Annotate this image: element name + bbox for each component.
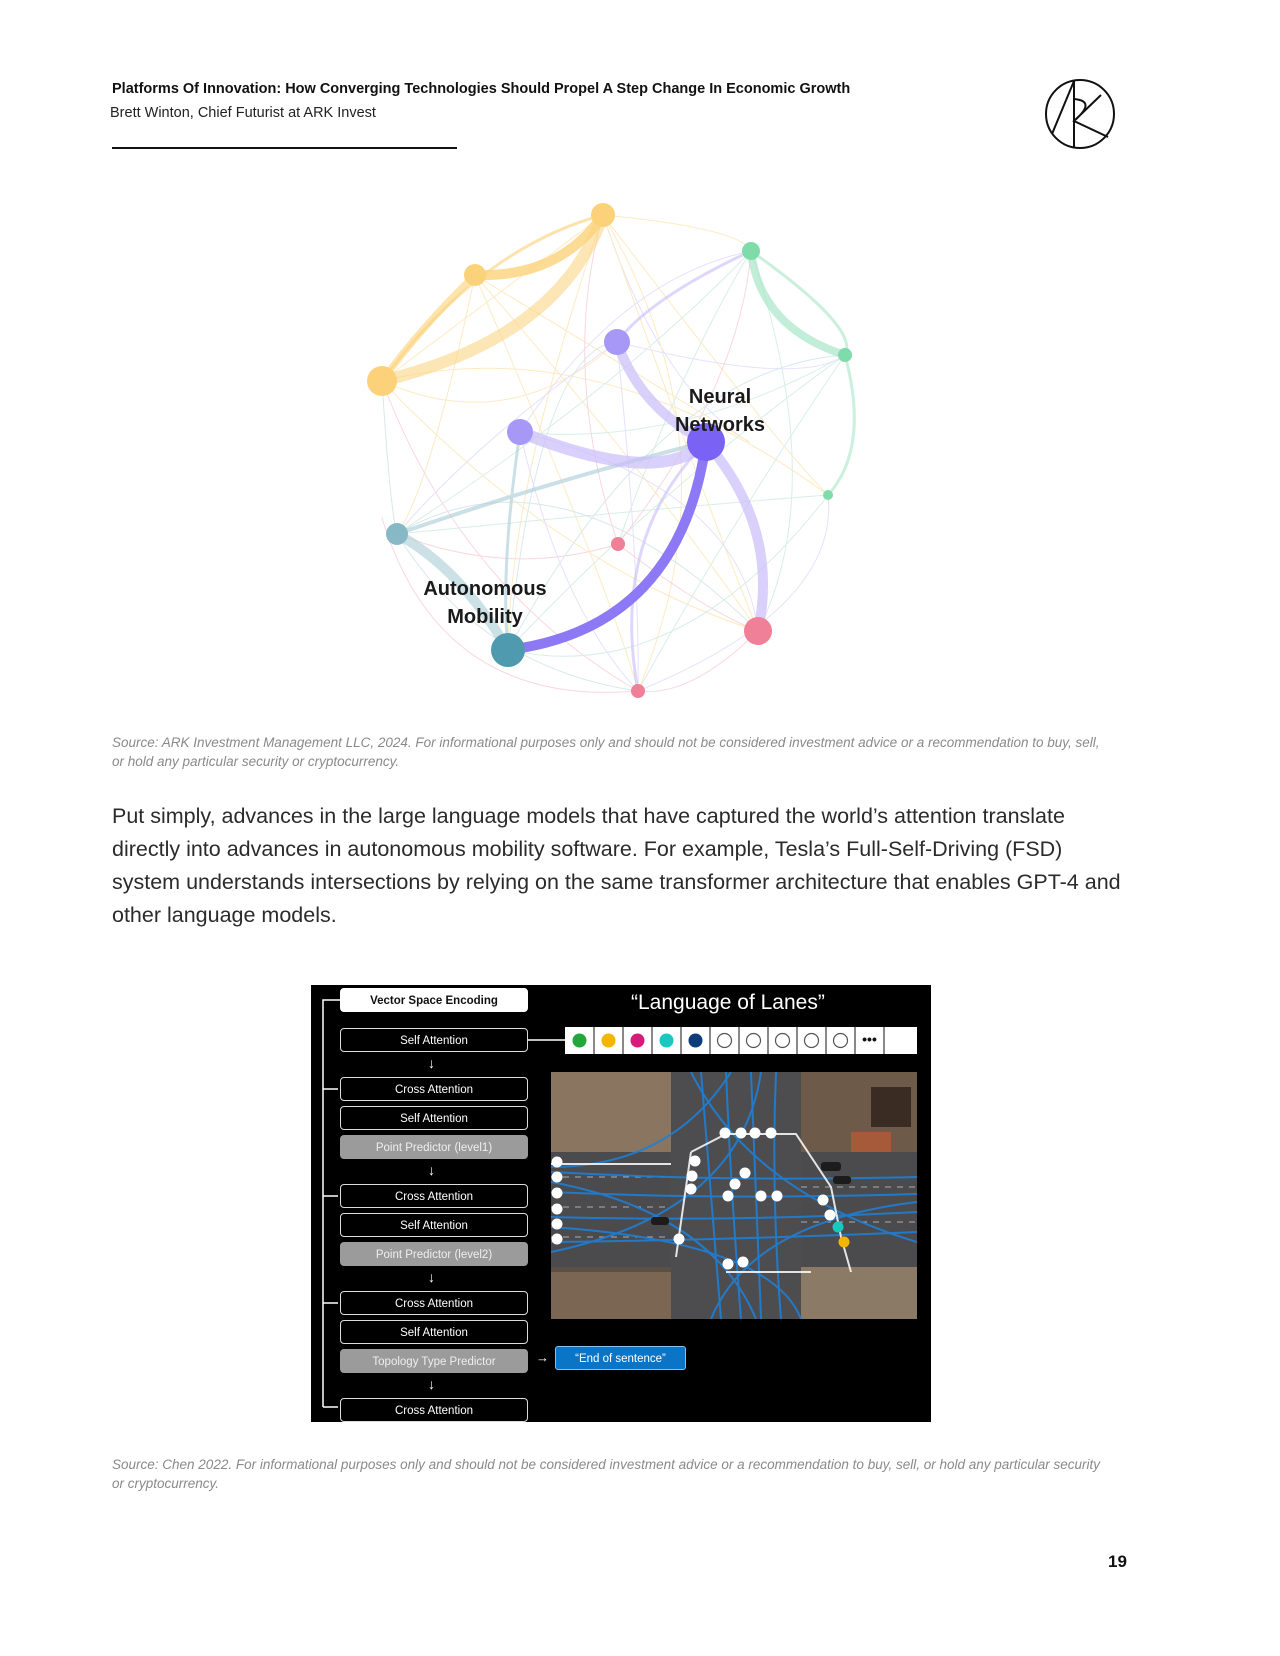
ark-logo <box>1043 77 1117 151</box>
end-of-sentence-token: “End of sentence” <box>555 1346 686 1370</box>
node-pink-bottom <box>631 684 645 698</box>
node-green-mid <box>838 348 852 362</box>
block-cross-attention-3: Cross Attention <box>340 1291 528 1315</box>
token-green <box>573 1034 587 1048</box>
author-line: Brett Winton, Chief Futurist at ARK Invest <box>110 105 376 121</box>
arrow-down-icon: ↓ <box>428 1162 435 1178</box>
token-strip <box>565 1027 917 1054</box>
node-green-low <box>823 490 833 500</box>
node-pink-right <box>744 617 772 645</box>
block-self-attention-1: Self Attention <box>340 1028 528 1052</box>
convergence-network-figure <box>360 188 890 718</box>
arrow-down-icon: ↓ <box>428 1269 435 1285</box>
document-title: Platforms Of Innovation: How Converging Technologies Should Propel A Step Change In Economic Growth <box>112 81 851 97</box>
body-paragraph: Put simply, advances in the large language models that have captured the world’s attention translate directly into advances in autonomous mobility software. For example, Tesla’s Full-Self-Driving (FSD) system understands intersections by relying on the same transformer architecture that enables GPT-4 and other language models. <box>112 804 1121 927</box>
figure-source-caption: Source: ARK Investment Management LLC, 2024. For informational purposes only and should not be considered investment advice or a recommendation to buy, sell, or hold any particular security or cryptocurrency. <box>112 735 1100 769</box>
node-green-top <box>742 242 760 260</box>
node-yellow-mid <box>464 264 486 286</box>
language-of-lanes-title: “Language of Lanes” <box>631 991 825 1014</box>
block-self-attention-2: Self Attention <box>340 1106 528 1130</box>
block-self-attention-4: Self Attention <box>340 1320 528 1344</box>
node-teal-left <box>386 523 408 545</box>
block-vector-space-encoding: Vector Space Encoding <box>340 988 528 1012</box>
diagram-source-caption: Source: Chen 2022. For informational purposes only and should not be considered investment advice or a recommendation to buy, sell, or hold any particular security or cryptocurrency. <box>112 1457 1101 1491</box>
token-navy <box>689 1034 703 1048</box>
header-rule <box>112 147 457 149</box>
node-purple-left <box>507 419 533 445</box>
node-yellow-top <box>591 203 615 227</box>
node-pink-center <box>611 537 625 551</box>
arrow-right-icon: → <box>536 1350 549 1365</box>
page-number: 19 <box>1108 1552 1127 1571</box>
token-magenta <box>631 1034 645 1048</box>
block-self-attention-3: Self Attention <box>340 1213 528 1237</box>
block-cross-attention-4: Cross Attention <box>340 1398 528 1422</box>
language-of-lanes-diagram <box>311 985 931 1422</box>
intersection-aerial-image <box>551 1072 917 1319</box>
node-autonomous-mobility <box>491 633 525 667</box>
block-point-predictor-1: Point Predictor (level1) <box>340 1135 528 1159</box>
token-yellow <box>602 1034 616 1048</box>
block-cross-attention-1: Cross Attention <box>340 1077 528 1101</box>
block-cross-attention-2: Cross Attention <box>340 1184 528 1208</box>
block-point-predictor-2: Point Predictor (level2) <box>340 1242 528 1266</box>
block-topology-type-predictor: Topology Type Predictor <box>340 1349 528 1373</box>
node-yellow-left <box>367 366 397 396</box>
label-neural-2: Networks <box>674 414 766 436</box>
label-neural-1: Neural <box>688 386 752 408</box>
token-cyan <box>660 1034 674 1048</box>
label-auto-1: Autonomous <box>423 578 547 600</box>
arrow-down-icon: ↓ <box>428 1055 435 1071</box>
token-more: ••• <box>862 1031 877 1047</box>
label-auto-2: Mobility <box>447 606 523 628</box>
arrow-down-icon: ↓ <box>428 1376 435 1392</box>
node-purple-top <box>604 329 630 355</box>
